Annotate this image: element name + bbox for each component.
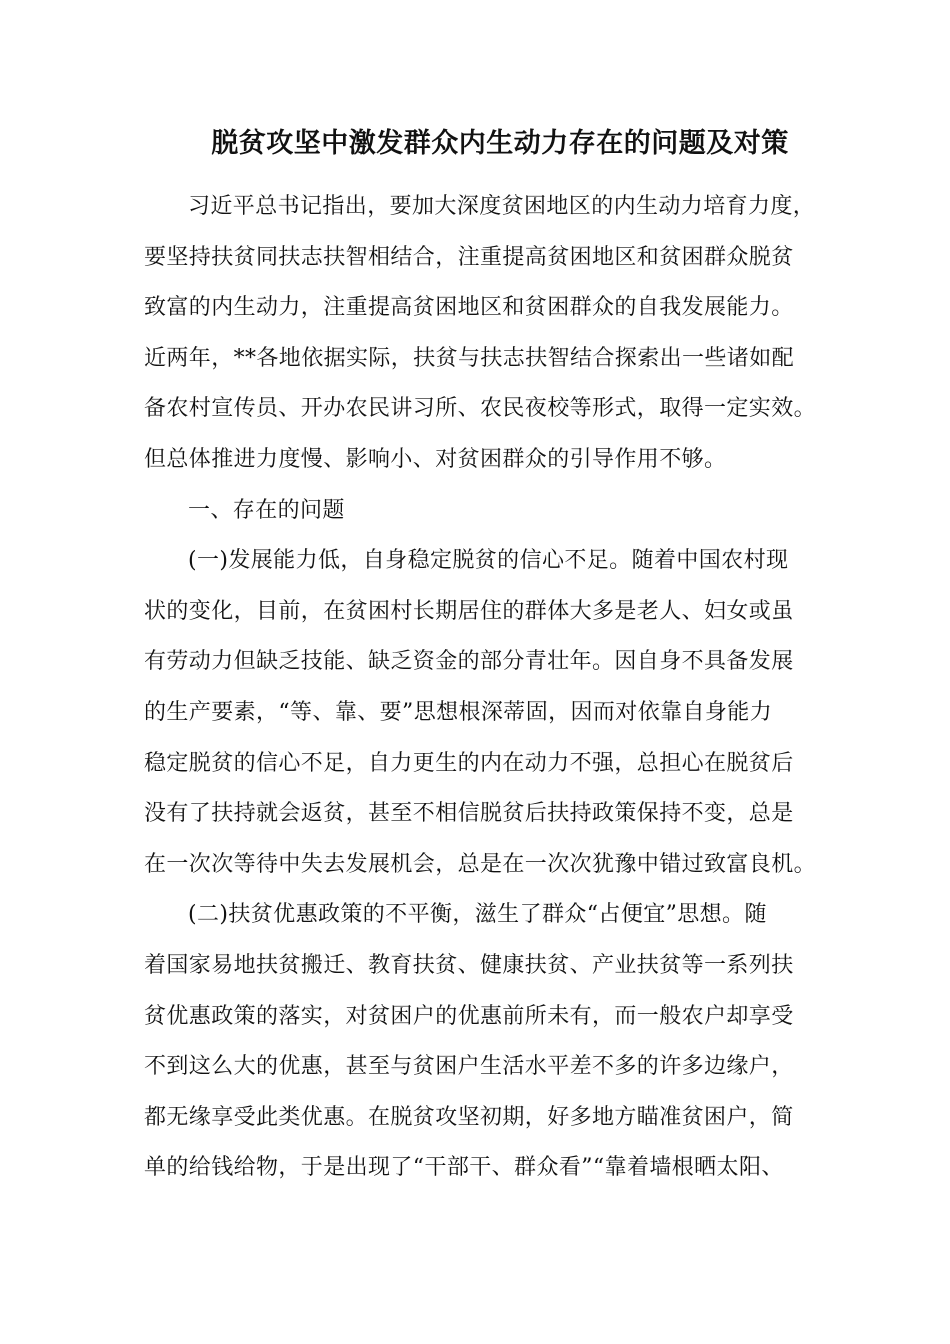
body-line: 都无缘享受此类优惠。在脱贫攻坚初期，好多地方瞄准贫困户，简	[144, 1105, 794, 1130]
body-line: 备农村宣传员、开办农民讲习所、农民夜校等形式，取得一定实效。	[144, 396, 817, 421]
body-line: (一)发展能力低，自身稳定脱贫的信心不足。随着中国农村现	[188, 548, 789, 573]
body-line: 但总体推进力度慢、影响小、对贫困群众的引导作用不够。	[144, 447, 727, 472]
body-line: (二)扶贫优惠政策的不平衡，滋生了群众“占便宜”思想。随	[188, 902, 767, 927]
body-line: 一、存在的问题	[188, 498, 345, 523]
body-line: 状的变化，目前，在贫困村长期居住的群体大多是老人、妇女或虽	[144, 599, 794, 624]
body-line: 没有了扶持就会返贫，甚至不相信脱贫后扶持政策保持不变，总是	[144, 801, 794, 826]
body-line: 不到这么大的优惠，甚至与贫困户生活水平差不多的许多边缘户，	[144, 1054, 794, 1079]
body-line: 要坚持扶贫同扶志扶智相结合，注重提高贫困地区和贫困群众脱贫	[144, 245, 794, 270]
body-line: 的生产要素，“等、靠、要”思想根深蒂固，因而对依靠自身能力	[144, 700, 773, 725]
body-line: 单的给钱给物，于是出现了“干部干、群众看”“靠着墙根晒太阳、	[144, 1155, 784, 1180]
body-line: 稳定脱贫的信心不足，自力更生的内在动力不强，总担心在脱贫后	[144, 751, 794, 776]
body-line: 习近平总书记指出，要加大深度贫困地区的内生动力培育力度，	[188, 194, 816, 219]
body-line: 着国家易地扶贫搬迁、教育扶贫、健康扶贫、产业扶贫等一系列扶	[144, 953, 794, 978]
body-line: 近两年，**各地依据实际，扶贫与扶志扶智结合探索出一些诸如配	[144, 346, 795, 371]
document-title: 脱贫攻坚中激发群众内生动力存在的问题及对策	[211, 128, 789, 159]
body-line: 有劳动力但缺乏技能、缺乏资金的部分青壮年。因自身不具备发展	[144, 649, 794, 674]
body-line: 在一次次等待中失去发展机会，总是在一次次犹豫中错过致富良机。	[144, 852, 817, 877]
body-line: 贫优惠政策的落实，对贫困户的优惠前所未有，而一般农户却享受	[144, 1004, 794, 1029]
body-line: 致富的内生动力，注重提高贫困地区和贫困群众的自我发展能力。	[144, 295, 794, 320]
